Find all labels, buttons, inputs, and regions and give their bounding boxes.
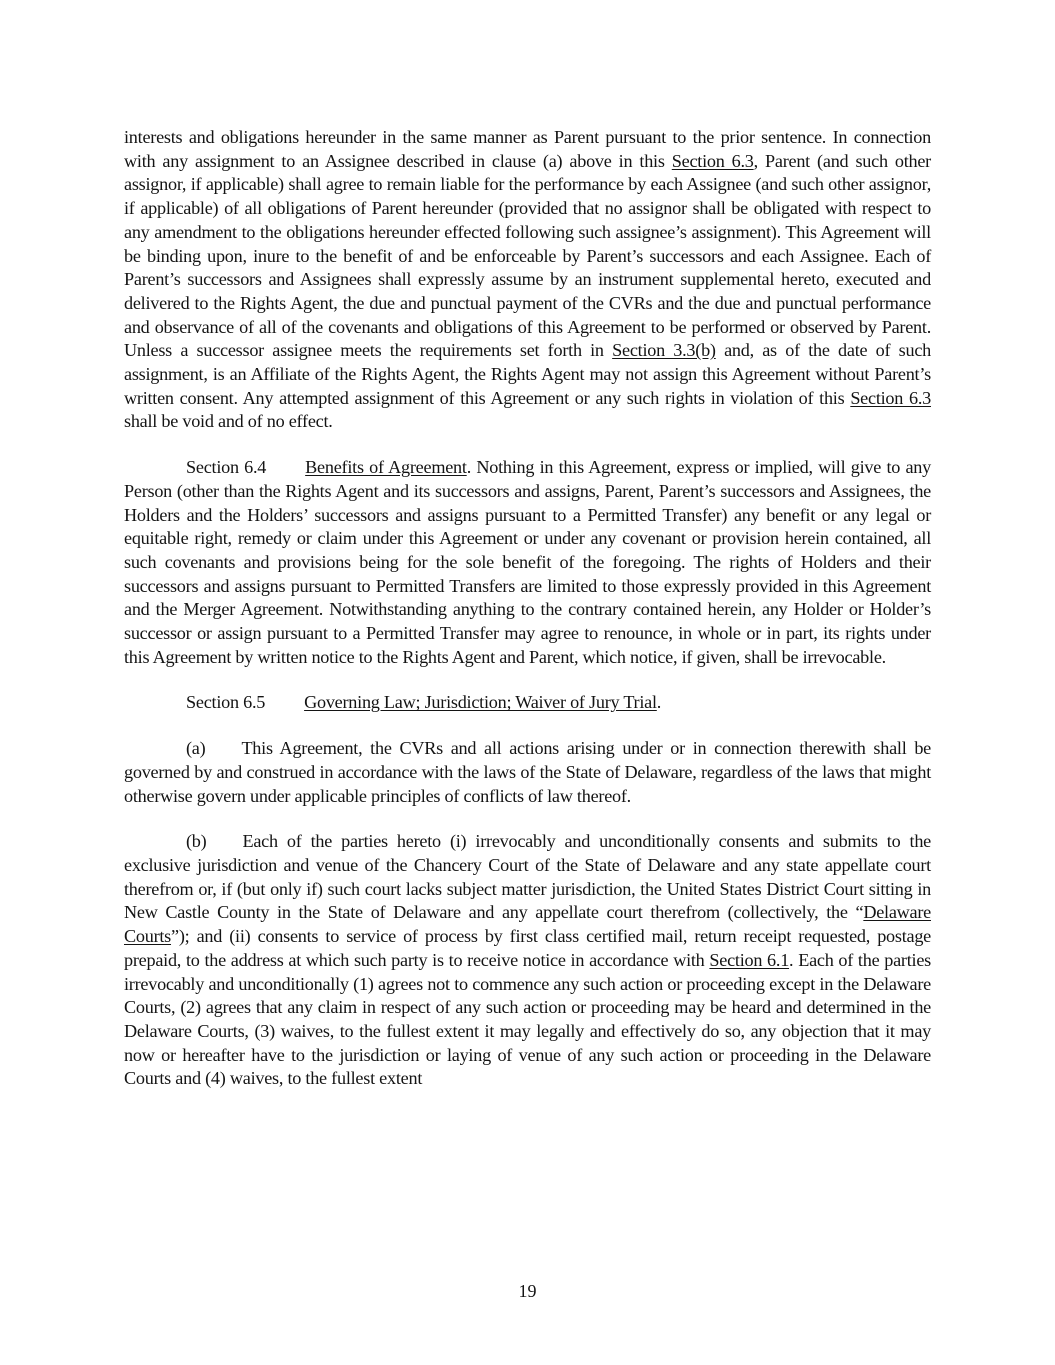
section-number: Section 6.4 <box>186 457 267 478</box>
cross-reference-section-3-3b: Section 3.3(b) <box>612 340 716 361</box>
section-heading: Governing Law; Jurisdiction; Waiver of Jury Trial <box>304 692 657 713</box>
document-page <box>124 126 931 1091</box>
cross-reference-section-6-3: Section 6.3 <box>671 150 754 171</box>
clause-label: (b) <box>186 831 207 852</box>
clause-label: (a) <box>186 738 206 759</box>
section-6-5-clause-a: (a) This Agreement, the CVRs and all actions arising under or in connection therewith shall be governed by and construed in accordance with the laws of the State of Delaware, regardless of the laws that might otherwise govern under applicable principles of conflicts of law thereof. <box>124 738 931 806</box>
section-6-4-benefits-of-agreement: Section 6.4 Benefits of Agreement. Nothing in this Agreement, express or implied, will give to any Person (other than the Rights Agent and its successors and assigns, Parent, Parent’s successors and Assignees, the Holders and the Holders’ successors and assigns pursuant to a Permitted Transfer) any benefit or any legal or equitable right, remedy or claim under this Agreement or under any covenant or provision herein contained, all such covenants and provisions being for the sole benefit of the foregoing. The rights of Holders and their successors and assigns pursuant to Permitted Transfers are limited to those expressly provided in this Agreement and the Merger Agreement. Notwithstanding anything to the contrary contained herein, any Holder or Holder’s successor or assign pursuant to a Permitted Transfer may agree to renounce, in whole or in part, its rights under this Agreement by written notice to the Rights Agent and Parent, which notice, if given, shall be irrevocable. <box>124 457 931 667</box>
section-heading: Benefits of Agreement <box>305 457 467 478</box>
section-6-5-clause-b: (b) Each of the parties hereto (i) irrevocably and unconditionally consents and submits to the exclusive jurisdiction and venue of the Chancery Court of the State of Delaware and any state appellate court therefrom or, if (but only if) such court lacks subject matter jurisdiction, the United States District Court sitting in New Castle County in the State of Delaware and any appellate court therefrom (collectively, the “Delaware Courts”); and (ii) consents to service of process by first class certified mail, return receipt requested, postage prepaid, to the address at which such party is to receive notice in accordance with Section 6.1. Each of the parties irrevocably and unconditionally (1) agrees not to commence any such action or proceeding except in the Delaware Courts, (2) agrees that any claim in respect of any such action or proceeding may be heard and determined in the Delaware Courts, (3) waives, to the fullest extent it may legally and effectively do so, any objection that it may now or hereafter have to the jurisdiction or laying of venue of any such action or proceeding in the Delaware Courts and (4) waives, to the fullest extent <box>124 831 931 1089</box>
section-6-5-heading: Section 6.5 Governing Law; Jurisdiction; Waiver of Jury Trial. <box>186 692 662 713</box>
cross-reference-section-6-3: Section 6.3 <box>850 387 931 408</box>
defined-term-delaware-courts: Delaware Courts <box>124 902 931 947</box>
section-number: Section 6.5 <box>186 692 266 713</box>
paragraph-section-6-3-continued: interests and obligations hereunder in the same manner as Parent pursuant to the prior sentence. In connection with any assignment to an Assignee described in clause (a) above in this Section 6.3, Parent (and such other assignor, if applicable) shall agree to remain liable for the performance by each Assignee (and such other assignor, if applicable) of all obligations of Parent hereunder (provided that no assignor shall be obligated with respect to any amendment to the obligations hereunder effected following such assignee’s assignment). This Agreement will be binding upon, inure to the benefit of and be enforceable by Parent’s successors and each Assignee. Each of Parent’s successors and Assignees shall expressly assume by an instrument supplemental hereto, executed and delivered to the Rights Agent, the due and punctual payment of the CVRs and the due and punctual performance and observance of all of the covenants and obligations of this Agreement to be performed or observed by Parent. Unless a successor assignee meets the requirements set forth in Section 3.3(b) and, as of the date of such assignment, is an Affiliate of the Rights Agent, the Rights Agent may not assign this Agreement without Parent’s written consent. Any attempted assignment of this Agreement or any such rights in violation of this Section 6.3 shall be void and of no effect. <box>124 127 932 432</box>
page-number: 19 <box>518 1281 537 1301</box>
cross-reference-section-6-1: Section 6.1 <box>709 949 790 970</box>
